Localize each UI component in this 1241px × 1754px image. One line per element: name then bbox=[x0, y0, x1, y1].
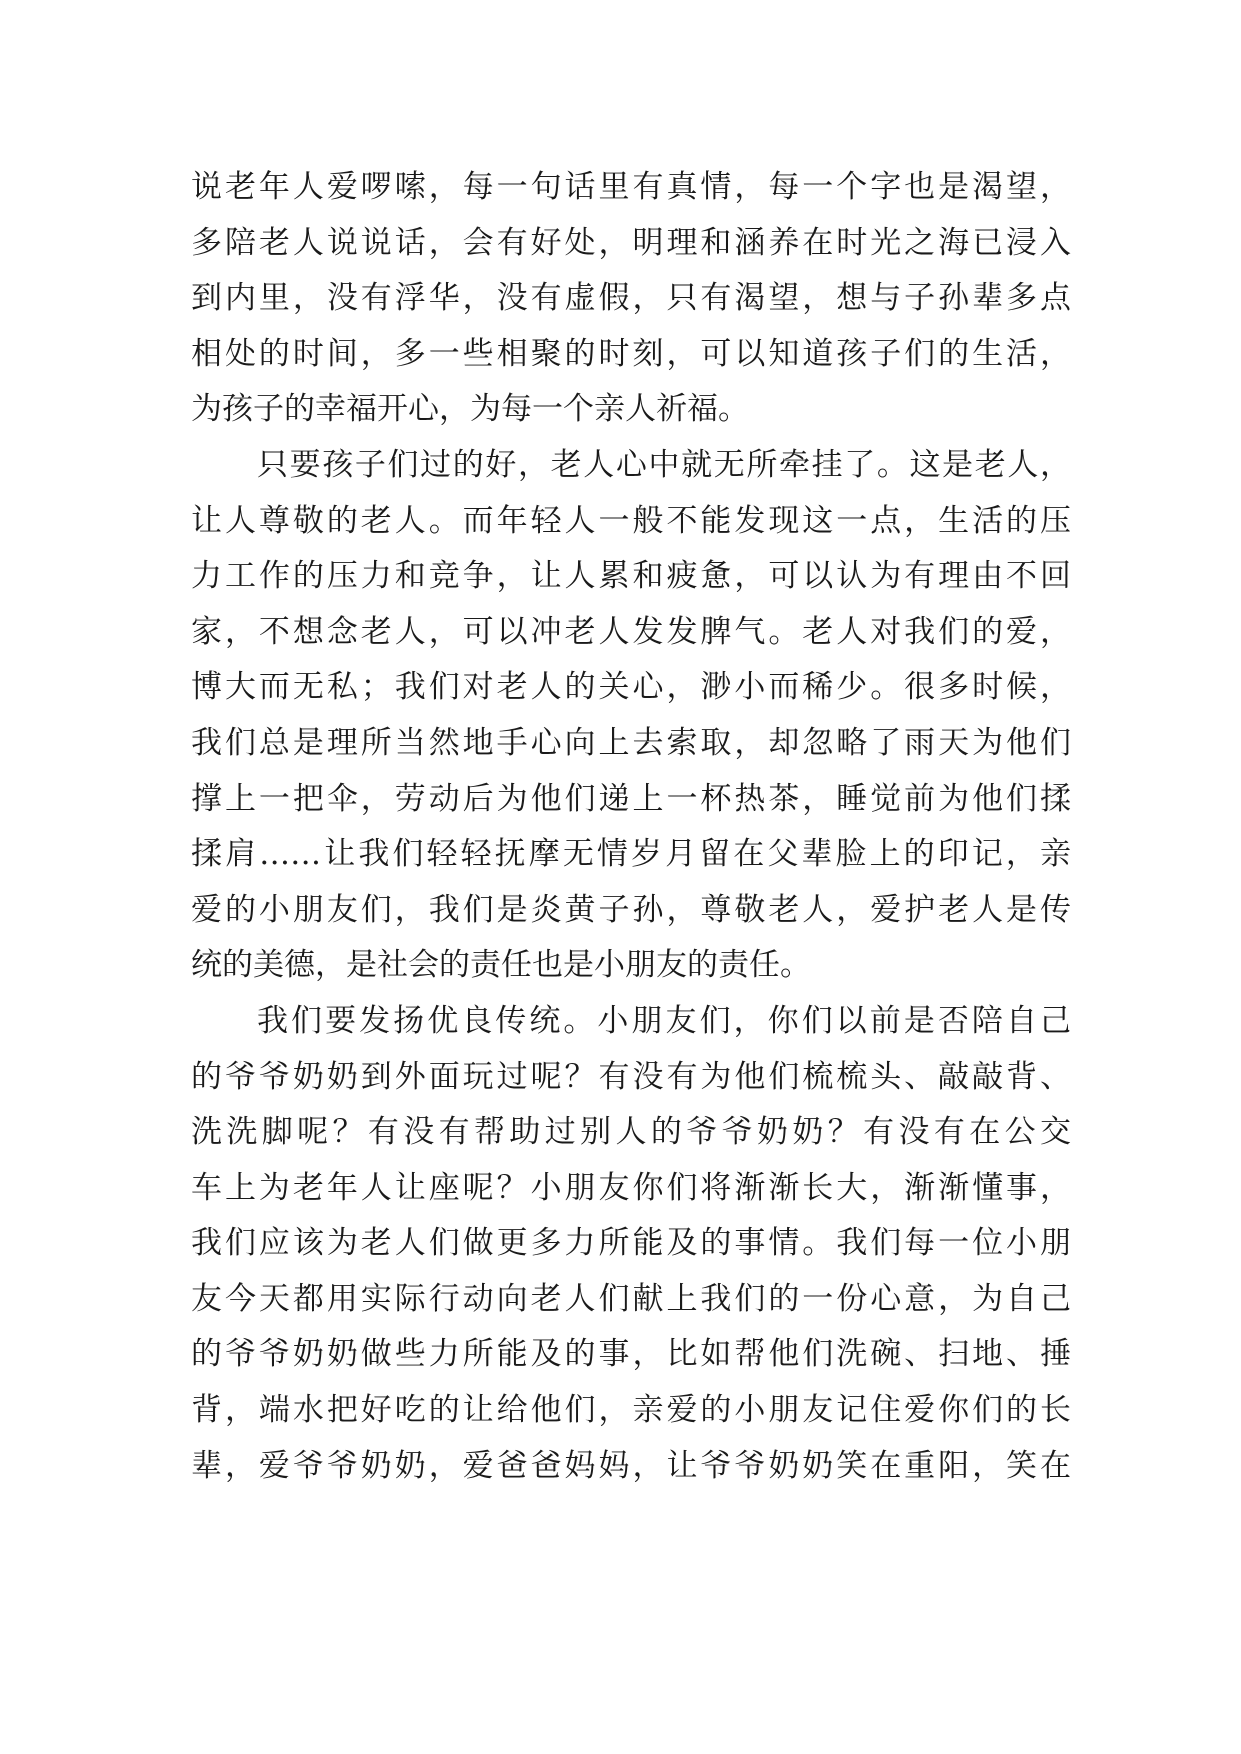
text-line: 洗洗脚呢？有没有帮助过别人的爷爷奶奶？有没有在公交 bbox=[191, 1114, 1071, 1151]
text-line: 背，端水把好吃的让给他们，亲爱的小朋友记住爱你们的长 bbox=[191, 1392, 1071, 1429]
text-line: 车上为老年人让座呢？小朋友你们将渐渐长大，渐渐懂事， bbox=[191, 1169, 1071, 1206]
text-line: 力工作的压力和竞争，让人累和疲惫，可以认为有理由不回 bbox=[191, 558, 1071, 595]
text-line: 到内里，没有浮华，没有虚假，只有渴望，想与子孙辈多点 bbox=[191, 280, 1071, 317]
text-line: 我们总是理所当然地手心向上去索取，却忽略了雨天为他们 bbox=[191, 724, 1071, 761]
text-line: 为孩子的幸福开心，为每一个亲人祈福。 bbox=[191, 391, 749, 428]
text-line: 多陪老人说说话，会有好处，明理和涵养在时光之海已浸入 bbox=[191, 224, 1071, 261]
text-line: 博大而无私；我们对老人的关心，渺小而稀少。很多时候， bbox=[191, 669, 1071, 706]
text-line: 我们要发扬优良传统。小朋友们，你们以前是否陪自己 bbox=[257, 1002, 1071, 1039]
text-line: 统的美德，是社会的责任也是小朋友的责任。 bbox=[191, 947, 811, 984]
text-line: 家，不想念老人，可以冲老人发发脾气。老人对我们的爱， bbox=[191, 613, 1071, 650]
text-line: 的爷爷奶奶到外面玩过呢？有没有为他们梳梳头、敲敲背、 bbox=[191, 1058, 1071, 1095]
text-line: 揉肩……让我们轻轻抚摩无情岁月留在父辈脸上的印记，亲 bbox=[191, 836, 1071, 873]
text-line: 相处的时间，多一些相聚的时刻，可以知道孩子们的生活， bbox=[191, 335, 1071, 372]
text-line: 辈，爱爷爷奶奶，爱爸爸妈妈，让爷爷奶奶笑在重阳，笑在 bbox=[191, 1447, 1071, 1484]
paragraph-1 bbox=[191, 160, 1071, 438]
text-line: 撑上一把伞，劳动后为他们递上一杯热茶，睡觉前为他们揉 bbox=[191, 780, 1071, 817]
text-line: 的爷爷奶奶做些力所能及的事，比如帮他们洗碗、扫地、捶 bbox=[191, 1336, 1071, 1373]
text-line: 说老年人爱啰嗦，每一句话里有真情，每一个字也是渴望， bbox=[191, 169, 1071, 205]
text-line: 让人尊敬的老人。而年轻人一般不能发现这一点，生活的压 bbox=[191, 502, 1071, 539]
text-line: 我们应该为老人们做更多力所能及的事情。我们每一位小朋 bbox=[191, 1225, 1071, 1262]
text-line: 只要孩子们过的好，老人心中就无所牵挂了。这是老人， bbox=[257, 446, 1071, 483]
text-line: 友今天都用实际行动向老人们献上我们的一份心意，为自己 bbox=[191, 1280, 1071, 1317]
paragraph-2 bbox=[191, 438, 1071, 994]
paragraph-3 bbox=[191, 994, 1071, 1494]
text-line: 爱的小朋友们，我们是炎黄子孙，尊敬老人，爱护老人是传 bbox=[191, 891, 1071, 928]
body-text bbox=[191, 160, 1071, 1494]
